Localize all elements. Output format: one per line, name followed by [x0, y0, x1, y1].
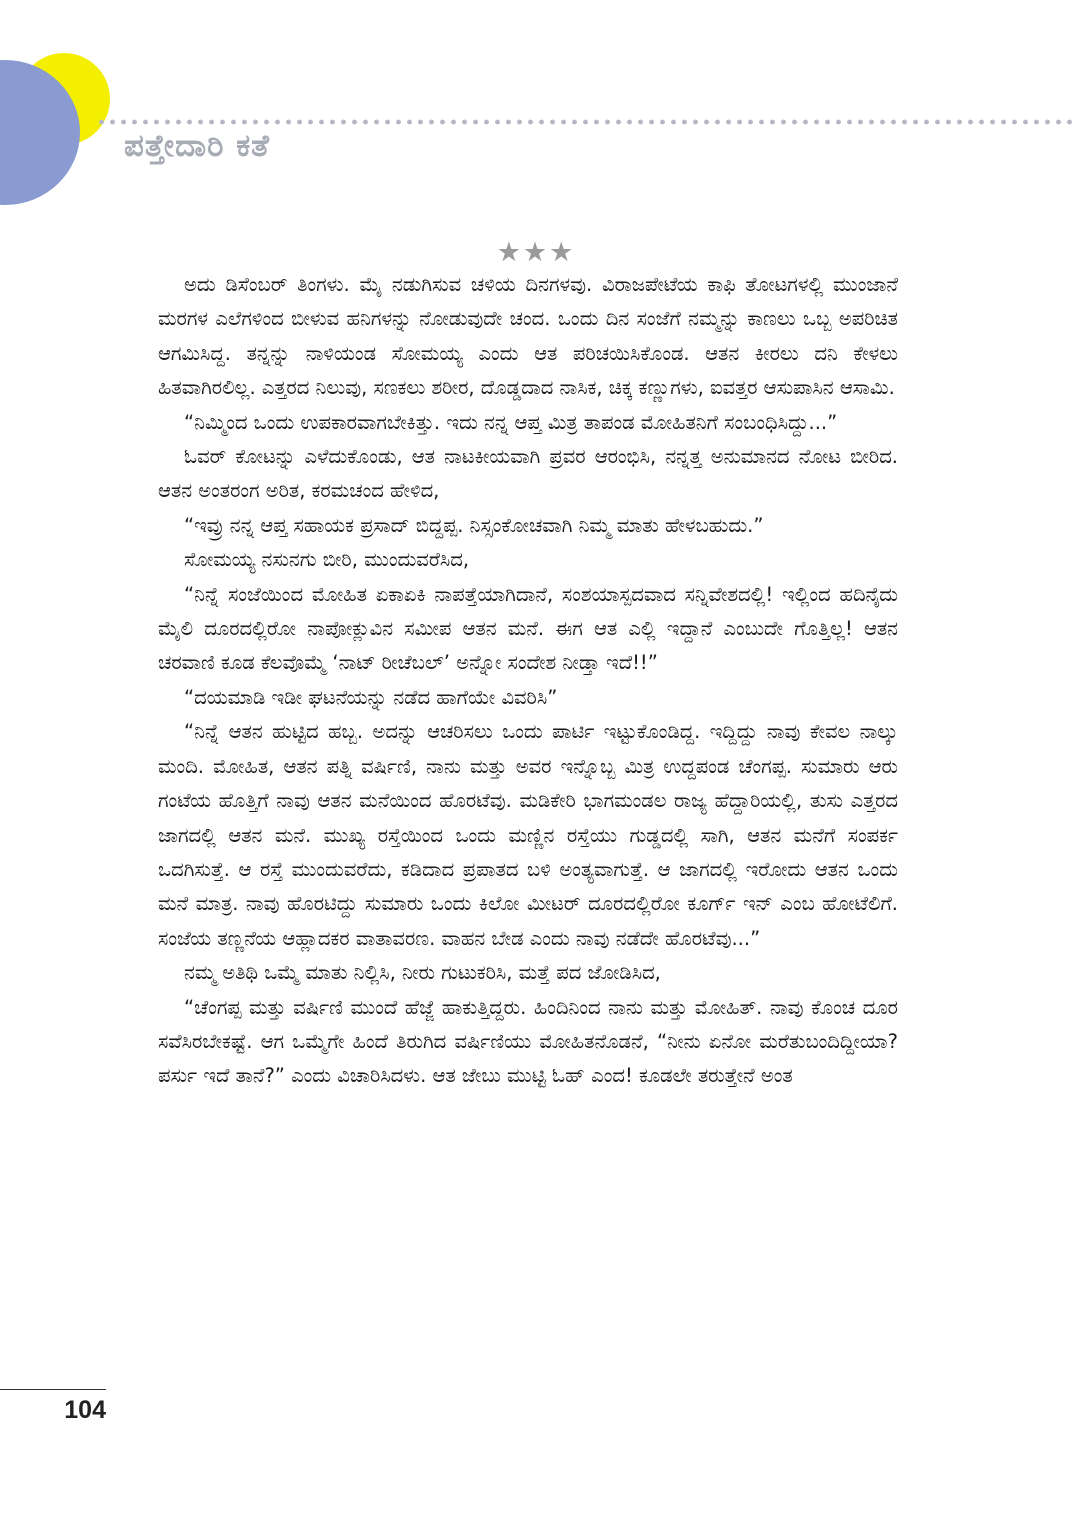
- story-paragraph: ಸೋಮಯ್ಯ ನಸುನಗು ಬೀರಿ, ಮುಂದುವರೆಸಿದ,: [184, 548, 470, 572]
- story-paragraph: “ಚೆಂಗಪ್ಪ ಮತ್ತು ವರ್ಷಿಣಿ ಮುಂದೆ ಹೆಜ್ಜೆ ಹಾಕುತ್ತಿದ್ದರು. ಹಿಂದಿನಿಂದ ನಾನು ಮತ್ತು ಮೋಹಿತ್. ನಾವು ಕೊಂಚ ದೂರ ಸವೆಸಿರಬೇಕಷ್ಟೆ. ಆಗ ಒಮ್ಮೆಗೇ ಹಿಂದೆ ತಿರುಗಿದ ವರ್ಷಿಣಿಯು ಮೋಹಿತನೊಡನೆ, “ನೀನು ಏನೋ ಮರೆತುಬಂದಿದ್ದೀಯಾ? ಪರ್ಸು ಇದೆ ತಾನೆ?” ಎಂದು ವಿಚಾರಿಸಿದಳು. ಆತ ಜೇಬು ಮುಟ್ಟಿ ಓಹ್ ಎಂದ! ಕೂಡಲೇ ತರುತ್ತೇನೆ ಅಂತ: [158, 995, 898, 1088]
- section-separator-stars: ★★★: [496, 237, 576, 268]
- story-paragraph: ಓವರ್ ಕೋಟನ್ನು ಎಳೆದುಕೊಂಡು, ಆತ ನಾಟಕೀಯವಾಗಿ ಪ್ರವರ ಆರಂಭಿಸಿ, ನನ್ನತ್ತ ಅನುಮಾನದ ನೋಟ ಬೀರಿದ. ಆತನ ಅಂತರಂಗ ಅರಿತ, ಕರಮಚಂದ ಹೇಳಿದ,: [158, 445, 898, 503]
- page-number: 104: [64, 1396, 106, 1424]
- header-dotted-rule: [96, 119, 1072, 125]
- story-paragraph: “ನಿನ್ನೆ ಆತನ ಹುಟ್ಟಿದ ಹಬ್ಬ. ಅದನ್ನು ಆಚರಿಸಲು ಒಂದು ಪಾರ್ಟಿ ಇಟ್ಟುಕೊಂಡಿದ್ದ. ಇದ್ದಿದ್ದು ನಾವು ಕೇವಲ ನಾಲ್ಕು ಮಂದಿ. ಮೋಹಿತ, ಆತನ ಪತ್ನಿ ವರ್ಷಿಣಿ, ನಾನು ಮತ್ತು ಅವರ ಇನ್ನೊಬ್ಬ ಮಿತ್ರ ಉದ್ದಪಂಡ ಚೆಂಗಪ್ಪ. ಸುಮಾರು ಆರು ಗಂಟೆಯ ಹೊತ್ತಿಗೆ ನಾವು ಆತನ ಮನೆಯಿಂದ ಹೊರಟೆವು. ಮಡಿಕೇರಿ ಭಾಗಮಂಡಲ ರಾಜ್ಯ ಹೆದ್ದಾರಿಯಲ್ಲಿ, ತುಸು ಎತ್ತರದ ಜಾಗದಲ್ಲಿ ಆತನ ಮನೆ. ಮುಖ್ಯ ರಸ್ತೆಯಿಂದ ಒಂದು ಮಣ್ಣಿನ ರಸ್ತೆಯು ಗುಡ್ಡದಲ್ಲಿ ಸಾಗಿ, ಆತನ ಮನೆಗೆ ಸಂಪರ್ಕ ಒದಗಿಸುತ್ತೆ. ಆ ರಸ್ತೆ ಮುಂದುವರೆದು, ಕಡಿದಾದ ಪ್ರಪಾತದ ಬಳಿ ಅಂತ್ಯವಾಗುತ್ತೆ. ಆ ಜಾಗದಲ್ಲಿ ಇರೋದು ಆತನ ಒಂದು ಮನೆ ಮಾತ್ರ. ನಾವು ಹೊರಟಿದ್ದು ಸುಮಾರು ಒಂದು ಕಿಲೋ ಮೀಟರ್ ದೂರದಲ್ಲಿರೋ ಕೂರ್ಗ್ ಇನ್ ಎಂಬ ಹೋಟೆಲಿಗೆ. ಸಂಜೆಯ ತಣ್ಣನೆಯ ಆಹ್ಲಾದಕರ ವಾತಾವರಣ. ವಾಹನ ಬೇಡ ಎಂದು ನಾವು ನಡೆದೇ ಹೊರಟೆವು...”: [158, 720, 898, 950]
- story-paragraph: “ಇವ್ರು ನನ್ನ ಆಪ್ತ ಸಹಾಯಕ ಪ್ರಸಾದ್ ಬಿದ್ದಪ್ಪ. ನಿಸ್ಸಂಕೋಚವಾಗಿ ನಿಮ್ಮ ಮಾತು ಹೇಳಬಹುದು.”: [184, 513, 764, 537]
- story-paragraph: “ದಯಮಾಡಿ ಇಡೀ ಘಟನೆಯನ್ನು ನಡೆದ ಹಾಗೆಯೇ ವಿವರಿಸಿ”: [184, 685, 558, 709]
- section-title: ಪತ್ತೇದಾರಿ ಕತೆ: [124, 128, 270, 164]
- footer-rule: [0, 1389, 106, 1390]
- story-body: [158, 268, 898, 1094]
- story-paragraph: “ನಿನ್ನೆ ಸಂಜೆಯಿಂದ ಮೋಹಿತ ಏಕಾಏಕಿ ನಾಪತ್ತೆಯಾಗಿದಾನೆ, ಸಂಶಯಾಸ್ಪದವಾದ ಸನ್ನಿವೇಶದಲ್ಲಿ! ಇಲ್ಲಿಂದ ಹದಿನೈದು ಮೈಲಿ ದೂರದಲ್ಲಿರೋ ನಾಪೋಕ್ಲುವಿನ ಸಮೀಪ ಆತನ ಮನೆ. ಈಗ ಆತ ಎಲ್ಲಿ ಇದ್ದಾನೆ ಎಂಬುದೇ ಗೊತ್ತಿಲ್ಲ! ಆತನ ಚರವಾಣಿ ಕೂಡ ಕೆಲವೊಮ್ಮೆ ‘ನಾಟ್ ರೀಚೆಬಲ್’ ಅನ್ನೋ ಸಂದೇಶ ನೀಡ್ತಾ ಇದೆ!!”: [158, 582, 898, 675]
- story-paragraph: “ನಿಮ್ಮಿಂದ ಒಂದು ಉಪಕಾರವಾಗಬೇಕಿತ್ತು. ಇದು ನನ್ನ ಆಪ್ತ ಮಿತ್ರ ತಾಪಂಡ ಮೋಹಿತನಿಗೆ ಸಂಬಂಧಿಸಿದ್ದು...”: [184, 410, 838, 434]
- story-paragraph: ಅದು ಡಿಸೆಂಬರ್ ತಿಂಗಳು. ಮೈ ನಡುಗಿಸುವ ಚಳಿಯ ದಿನಗಳವು. ವಿರಾಜಪೇಟೆಯ ಕಾಫಿ ತೋಟಗಳಲ್ಲಿ ಮುಂಜಾನೆ ಮರಗಳ ಎಲೆಗಳಿಂದ ಬೀಳುವ ಹನಿಗಳನ್ನು ನೋಡುವುದೇ ಚಂದ. ಒಂದು ದಿನ ಸಂಜೆಗೆ ನಮ್ಮನ್ನು ಕಾಣಲು ಒಬ್ಬ ಅಪರಿಚಿತ ಆಗಮಿಸಿದ್ದ. ತನ್ನನ್ನು ನಾಳಿಯಂಡ ಸೋಮಯ್ಯ ಎಂದು ಆತ ಪರಿಚಯಿಸಿಕೊಂಡ. ಆತನ ಕೀರಲು ದನಿ ಕೇಳಲು ಹಿತವಾಗಿರಲಿಲ್ಲ. ಎತ್ತರದ ನಿಲುವು, ಸಣಕಲು ಶರೀರ, ದೊಡ್ಡದಾದ ನಾಸಿಕ, ಚಿಕ್ಕ ಕಣ್ಣುಗಳು, ಐವತ್ತರ ಆಸುಪಾಸಿನ ಆಸಾಮಿ.: [158, 273, 898, 400]
- story-paragraph: ನಮ್ಮ ಅತಿಥಿ ಒಮ್ಮೆ ಮಾತು ನಿಲ್ಲಿಸಿ, ನೀರು ಗುಟುಕರಿಸಿ, ಮತ್ತೆ ಪದ ಜೋಡಿಸಿದ,: [184, 961, 661, 985]
